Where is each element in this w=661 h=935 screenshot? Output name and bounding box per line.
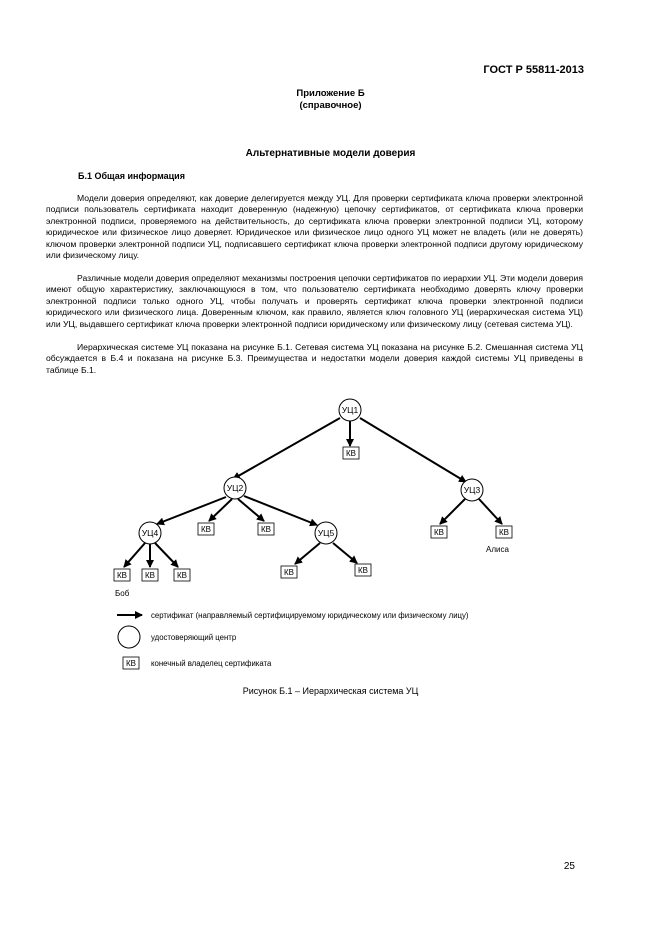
legend-certificate-label: сертификат (направляемый сертифицируемому юридическому или физическому лицу) xyxy=(151,611,469,620)
legend-ca-label: удостоверяющий центр xyxy=(151,633,237,642)
kv-label: КВ xyxy=(284,568,294,577)
legend xyxy=(117,611,469,669)
arrow-ca3-kv-b xyxy=(479,499,502,524)
legend-ca-circle-icon xyxy=(118,626,140,648)
kv-label: КВ xyxy=(499,528,509,537)
certificate-arrows xyxy=(124,418,502,567)
arrow-ca5-kv-a xyxy=(295,543,320,564)
kv-label: КВ xyxy=(117,571,127,580)
paragraph-1: Модели доверия определяют, как доверие делегируется между УЦ. Для проверки сертификата ключа проверки электронной подписи пользователь сертификата находит доверенную (надежную) цепочку сертификатов, от сертификата ключа проверки электронной подписи, проверяемого на действительность, до сертификата ключа проверки электронной подписи УЦ, которому юридическое или физическое лицо доверяет. Юридическое или физическое лицо одного УЦ может не владеть (или не доверять) ключом проверки электронной подписи УЦ, подписавшего сертификат ключа проверки электронной подписи другому юридическому или физическому лицу. xyxy=(46,193,583,261)
section-heading: Б.1 Общая информация xyxy=(78,171,185,181)
ca1-label: УЦ1 xyxy=(341,405,359,415)
kv-label: КВ xyxy=(201,525,211,534)
ca4-node xyxy=(139,522,161,544)
kv-label: КВ xyxy=(434,528,444,537)
kv-box-ca2-b xyxy=(258,523,274,535)
paragraph-3: Иерархическая системе УЦ показана на рисунке Б.1. Сетевая система УЦ показана на рисунке Б.2. Смешанная система УЦ обсуждается в Б.4 и показана на рисунке Б.3. Преимущества и недостатки модели доверия каждой системы УЦ приведены в таблице Б.1. xyxy=(46,342,583,375)
kv-label: КВ xyxy=(358,566,368,575)
ca2-label: УЦ2 xyxy=(226,483,244,493)
kv-box-ca5-a xyxy=(281,566,297,578)
ca3-label: УЦ3 xyxy=(463,485,481,495)
kv-box-ca4-a xyxy=(114,569,130,581)
ca2-node xyxy=(224,477,246,499)
ca4-label: УЦ4 xyxy=(141,528,159,538)
kv-label: КВ xyxy=(177,571,187,580)
legend-kv-label: КВ xyxy=(126,659,136,668)
standard-number: ГОСТ Р 55811-2013 xyxy=(483,64,584,76)
arrow-ca4-kv-c xyxy=(155,543,178,567)
page-number: 25 xyxy=(563,861,575,872)
paragraph-2: Различные модели доверия определяют механизмы построения цепочки сертификатов по иерархии УЦ. Эти модели доверия имеют общую характеристику, заключающуюся в том, что пользователю сертификата необходимо доверять ключу проверки электронной подписи только одного УЦ, чтобы получать и проверять сертификат ключа проверки электронной подписи юридического или физического лица. Доверенным ключом, как правило, является ключ головного УЦ (иерархическая система УЦ) или УЦ, выдавшего сертификат ключа проверки электронной подписи юридическому или физическому лицу (сетевая система УЦ). xyxy=(46,273,583,329)
kv-box-ca3-b xyxy=(496,526,512,538)
arrow-ca2-ca5 xyxy=(244,496,317,525)
kv-box-ca5-b xyxy=(355,564,371,576)
arrow-ca4-kv-a xyxy=(124,543,145,567)
bob-label: Боб xyxy=(115,589,130,598)
arrow-ca1-ca3 xyxy=(360,418,466,482)
ca5-label: УЦ5 xyxy=(317,528,335,538)
ca1-node xyxy=(339,399,361,421)
kv-box-ca4-b xyxy=(142,569,158,581)
kv-label: КВ xyxy=(346,449,356,458)
arrow-ca3-kv-a xyxy=(440,499,465,524)
legend-owner-label: конечный владелец сертификата xyxy=(151,659,272,668)
page-title: Альтернативные модели доверия xyxy=(245,148,416,159)
annex-title: Приложение Б xyxy=(296,88,365,99)
arrow-ca2-ca4 xyxy=(157,497,226,524)
kv-box-ca2-a xyxy=(198,523,214,535)
kv-label: КВ xyxy=(145,571,155,580)
arrow-ca1-ca2 xyxy=(233,418,340,479)
kv-box-ca3-a xyxy=(431,526,447,538)
ca5-node xyxy=(315,522,337,544)
arrow-ca5-kv-b xyxy=(333,543,357,563)
annex-subtitle: (справочное) xyxy=(299,100,362,111)
figure-caption: Рисунок Б.1 – Иерархическая система УЦ xyxy=(242,686,419,696)
kv-box-ca1 xyxy=(343,447,359,459)
kv-label: КВ xyxy=(261,525,271,534)
ca3-node xyxy=(461,479,483,501)
kv-box-ca4-c xyxy=(174,569,190,581)
alice-label: Алиса xyxy=(486,545,509,554)
